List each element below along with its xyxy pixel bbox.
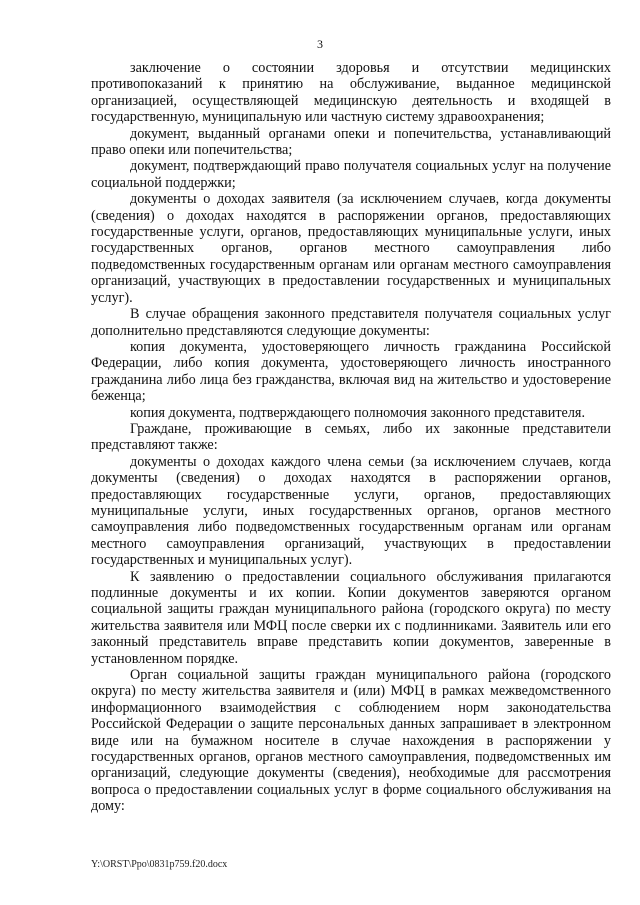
paragraph: копия документа, удостоверяющего личность гражданина Российской Федерации, либо копия документа, удостоверяющего личность иностранного гражданина либо лица без гражданства, включая вид на жительство и удостоверение беженца; [91, 338, 611, 405]
paragraph: Граждане, проживающие в семьях, либо их законные представители представляют также: [91, 420, 611, 454]
file-path-footer: Y:\ORST\Ppo\0831p759.f20.docx [91, 859, 228, 870]
paragraph: В случае обращения законного представителя получателя социальных услуг дополнительно представляются следующие документы: [91, 306, 611, 339]
document-body [91, 60, 611, 815]
paragraph: документы о доходах заявителя (за исключением случаев, когда документы (сведения) о доходах находятся в распоряжении органов, предоставляющих государственные услуги, органов, предоставляющих муниципальные услуги, иных государственных органов, органов местного самоуправления либо подведомственных государственным органам или органам местного самоуправления организаций, участвующих в предоставлении государственных и муниципальных услуг). [91, 191, 611, 306]
paragraph: К заявлению о предоставлении социального обслуживания прилагаются подлинные документы и их копии. Копии документов заверяются органом социальной защиты граждан муниципального района (городского округа) по месту жительства заявителя или МФЦ после сверки их с подлинниками. Заявитель или его законный представитель вправе представить копии документов, заверенные в установленном порядке. [91, 568, 611, 667]
paragraph: документ, выданный органами опеки и попечительства, устанавливающий право опеки или попечительства; [91, 125, 611, 159]
paragraph: Орган социальной защиты граждан муниципального района (городского округа) по месту жительства заявителя и (или) МФЦ в рамках межведомственного информационного взаимодействия с соблюдением норм законодательства Российской Федерации о защите персональных данных запрашивает в электронном виде или на бумажном носителе в случае нахождения в распоряжении у государственных органов, органов местного самоуправления, подведомственных им организаций, следующие документы (сведения), необходимые для рассмотрения вопроса о предоставлении социальных услуг в форме социального обслуживания на дому: [91, 667, 611, 815]
paragraph: копия документа, подтверждающего полномочия законного представителя. [130, 404, 585, 421]
page-number: 3 [317, 37, 323, 51]
paragraph: документ, подтверждающий право получателя социальных услуг на получение социальной поддержки; [91, 158, 611, 191]
paragraph: документы о доходах каждого члена семьи (за исключением случаев, когда документы (сведения) о доходах находятся в распоряжении органов, предоставляющих государственные услуги, органов, предоставляющих муниципальные услуги, иных государственных органов, органов местного самоуправления либо подведомственных государственным органам или органам местного самоуправления организаций, участвующих в предоставлении государственных и муниципальных услуг). [91, 453, 611, 569]
paragraph: заключение о состоянии здоровья и отсутствии медицинских противопоказаний к принятию на обслуживание, выданное медицинской организацией, осуществляющей медицинскую деятельность и входящей в государственную, муниципальную или частную систему здравоохранения; [91, 60, 611, 126]
